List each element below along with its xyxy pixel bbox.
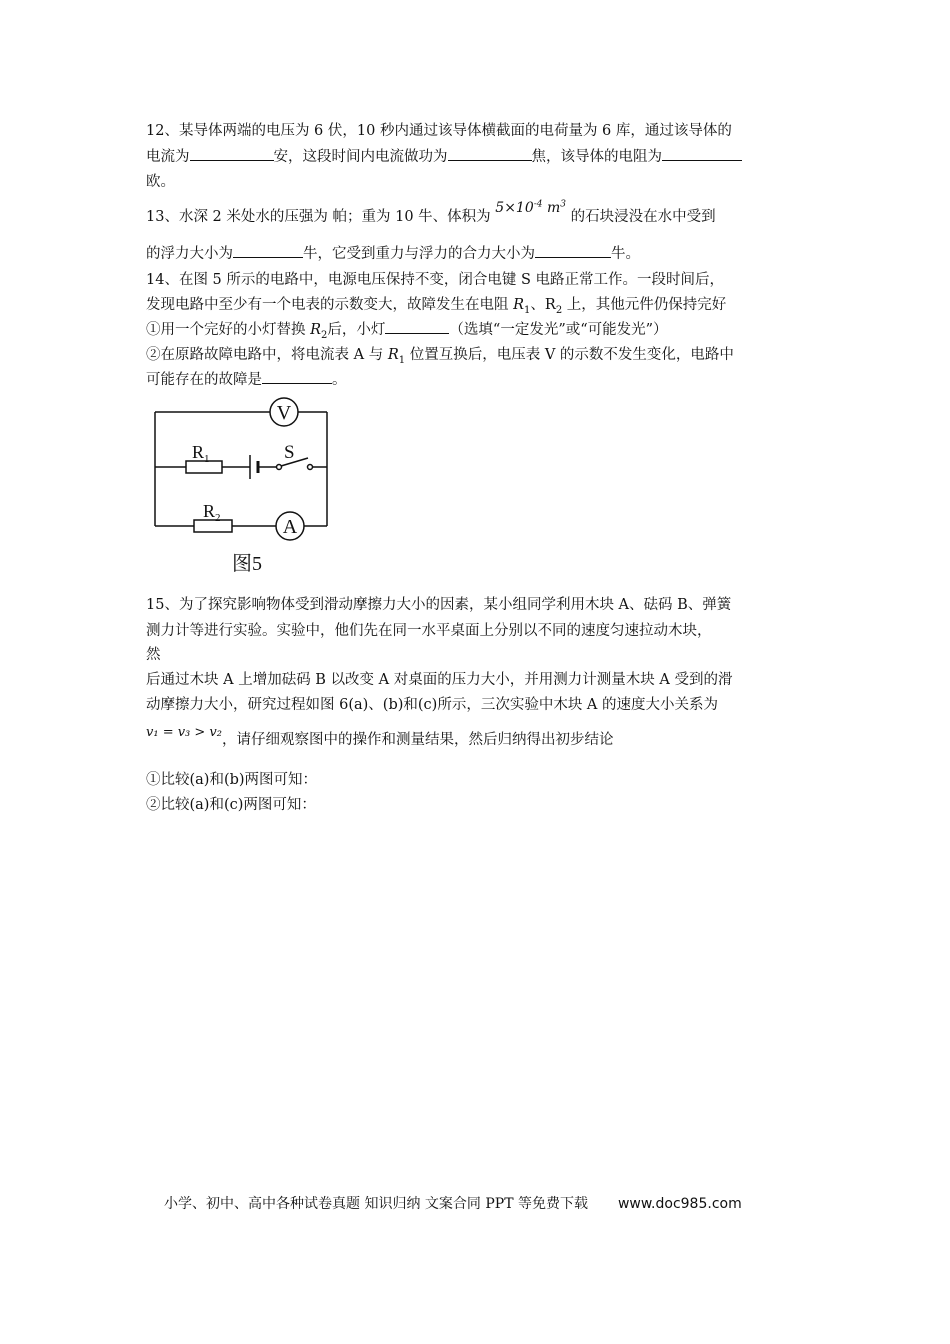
q15-line3: 然 bbox=[146, 647, 161, 663]
q14-text-b: 、 bbox=[530, 297, 545, 313]
q14-text-i: 可能存在的故障是 bbox=[146, 372, 262, 388]
q14-r2: R bbox=[544, 297, 556, 313]
q13-blank-net-force[interactable] bbox=[535, 243, 611, 258]
q13-line1 bbox=[146, 199, 716, 226]
q14-text-f: （选填“一定发光”或“可能发光”） bbox=[449, 322, 668, 338]
q14-line2 bbox=[146, 293, 726, 316]
q12-text-c: 焦，该导体的电阻为 bbox=[531, 149, 662, 165]
switch-contact-left bbox=[277, 465, 282, 470]
r1-subscript: 1 bbox=[204, 453, 210, 465]
r2-label bbox=[203, 501, 221, 524]
q14-text-c: 上，其他元件仍保持完好 bbox=[562, 297, 727, 313]
q12-blank-work[interactable] bbox=[448, 146, 532, 161]
q14-r2-b-sub: 2 bbox=[321, 329, 328, 341]
q15-line1: 15、为了探究影响物体受到滑动摩擦力大小的因素，某小组同学利用木块 A、砝码 B、弹簧 bbox=[146, 597, 732, 613]
switch-contact-right bbox=[308, 465, 313, 470]
circuit-diagram bbox=[150, 392, 340, 578]
q12-line3: 欧。 bbox=[146, 174, 175, 190]
q14-r2-sub: 2 bbox=[555, 304, 563, 316]
resistor-r2 bbox=[194, 520, 232, 532]
q13-vol-base: 5×10 bbox=[495, 200, 534, 216]
figure-caption: 图5 bbox=[232, 553, 262, 575]
q13-vol-exp: -4 bbox=[533, 199, 543, 210]
q12-blank-current[interactable] bbox=[190, 146, 274, 161]
r1-label bbox=[192, 442, 210, 465]
r2-subscript: 2 bbox=[215, 512, 221, 524]
q15-line5: 动摩擦力大小，研究过程如图 6(a)、(b)和(c)所示，三次实验中木块 A 的速度大小关系为 bbox=[146, 697, 719, 713]
page-footer bbox=[164, 1193, 742, 1213]
q14-r1-b-sub: 1 bbox=[398, 354, 406, 366]
q13-vol-unit-exp: 3 bbox=[560, 199, 566, 210]
q14-text-d: ①用一个完好的小灯替换 bbox=[146, 322, 311, 338]
q15-line2: 测力计等进行实验。实验中，他们先在同一水平桌面上分别以不同的速度匀速拉动木块， bbox=[146, 623, 712, 639]
q14-line1: 14、在图 5 所示的电路中，电源电压保持不变，闭合电键 S 电路正常工作。一段时间后， bbox=[146, 272, 725, 288]
voltmeter-label: V bbox=[276, 402, 292, 424]
q12-line2 bbox=[146, 145, 742, 166]
q13-text-e: 牛。 bbox=[611, 246, 640, 262]
footer-text: 小学、初中、高中各种试卷真题 知识归纳 文案合同 PPT 等免费下载 bbox=[164, 1196, 588, 1212]
q15-line7: ①比较(a)和(b)两图可知： bbox=[146, 772, 318, 788]
q14-r1-sub: 1 bbox=[524, 304, 531, 316]
ammeter-label: A bbox=[282, 516, 298, 538]
q13-line2 bbox=[146, 242, 640, 263]
q13-volume-formula bbox=[495, 200, 566, 216]
q12-text-b: 安，这段时间内电流做功为 bbox=[273, 149, 448, 165]
q14-text-e: 后，小灯 bbox=[327, 322, 386, 338]
q12-line1: 12、某导体两端的电压为 6 伏，10 秒内通过该导体横截面的电荷量为 6 库，通过该导体的 bbox=[146, 123, 732, 139]
q14-line4 bbox=[146, 343, 734, 366]
q15-line6 bbox=[146, 725, 614, 749]
q13-text-a: 13、水深 2 米处水的压强为 帕；重为 10 牛、体积为 bbox=[146, 209, 491, 225]
q12-text-a: 电流为 bbox=[146, 149, 190, 165]
q15-text-conclude: ，请仔细观察图中的操作和测量结果，然后归纳得出初步结论 bbox=[221, 732, 614, 748]
q13-text-b: 的石块浸没在水中受到 bbox=[570, 209, 716, 225]
q14-line5 bbox=[146, 368, 347, 389]
switch-label: S bbox=[284, 442, 295, 463]
footer-site-link[interactable]: www.doc985.com bbox=[617, 1196, 742, 1212]
q14-r1-b: R bbox=[387, 347, 399, 363]
q15-line4: 后通过木块 A 上增加砝码 B 以改变 A 对桌面的压力大小，并用测力计测量木块 A 受到的滑 bbox=[146, 672, 733, 688]
q12-blank-resistance[interactable] bbox=[662, 146, 742, 161]
q14-text-a: 发现电路中至少有一个电表的示数变大，故障发生在电阻 bbox=[146, 297, 514, 313]
q14-r2-b: R bbox=[310, 322, 322, 338]
q14-text-g: ②在原路故障电路中，将电流表 A 与 bbox=[146, 347, 388, 363]
q14-r1: R bbox=[513, 297, 525, 313]
q13-text-d: 牛，它受到重力与浮力的合力大小为 bbox=[303, 246, 535, 262]
q14-text-j: 。 bbox=[332, 372, 347, 388]
q14-text-h: 位置互换后，电压表 V 的示数不发生变化，电路中 bbox=[405, 347, 734, 363]
q15-velocity-formula: v₁ = v₃ > v₂ bbox=[146, 725, 222, 740]
q14-line3 bbox=[146, 318, 668, 341]
r2-letter: R bbox=[203, 501, 216, 521]
q15-line8: ②比较(a)和(c)两图可知： bbox=[146, 797, 316, 813]
q14-blank-lamp[interactable] bbox=[385, 319, 449, 334]
q14-blank-fault[interactable] bbox=[262, 369, 332, 384]
q13-vol-unit: m bbox=[546, 200, 561, 216]
q13-text-c: 的浮力大小为 bbox=[146, 246, 233, 262]
q13-blank-buoyancy[interactable] bbox=[233, 243, 303, 258]
r1-letter: R bbox=[192, 442, 205, 462]
